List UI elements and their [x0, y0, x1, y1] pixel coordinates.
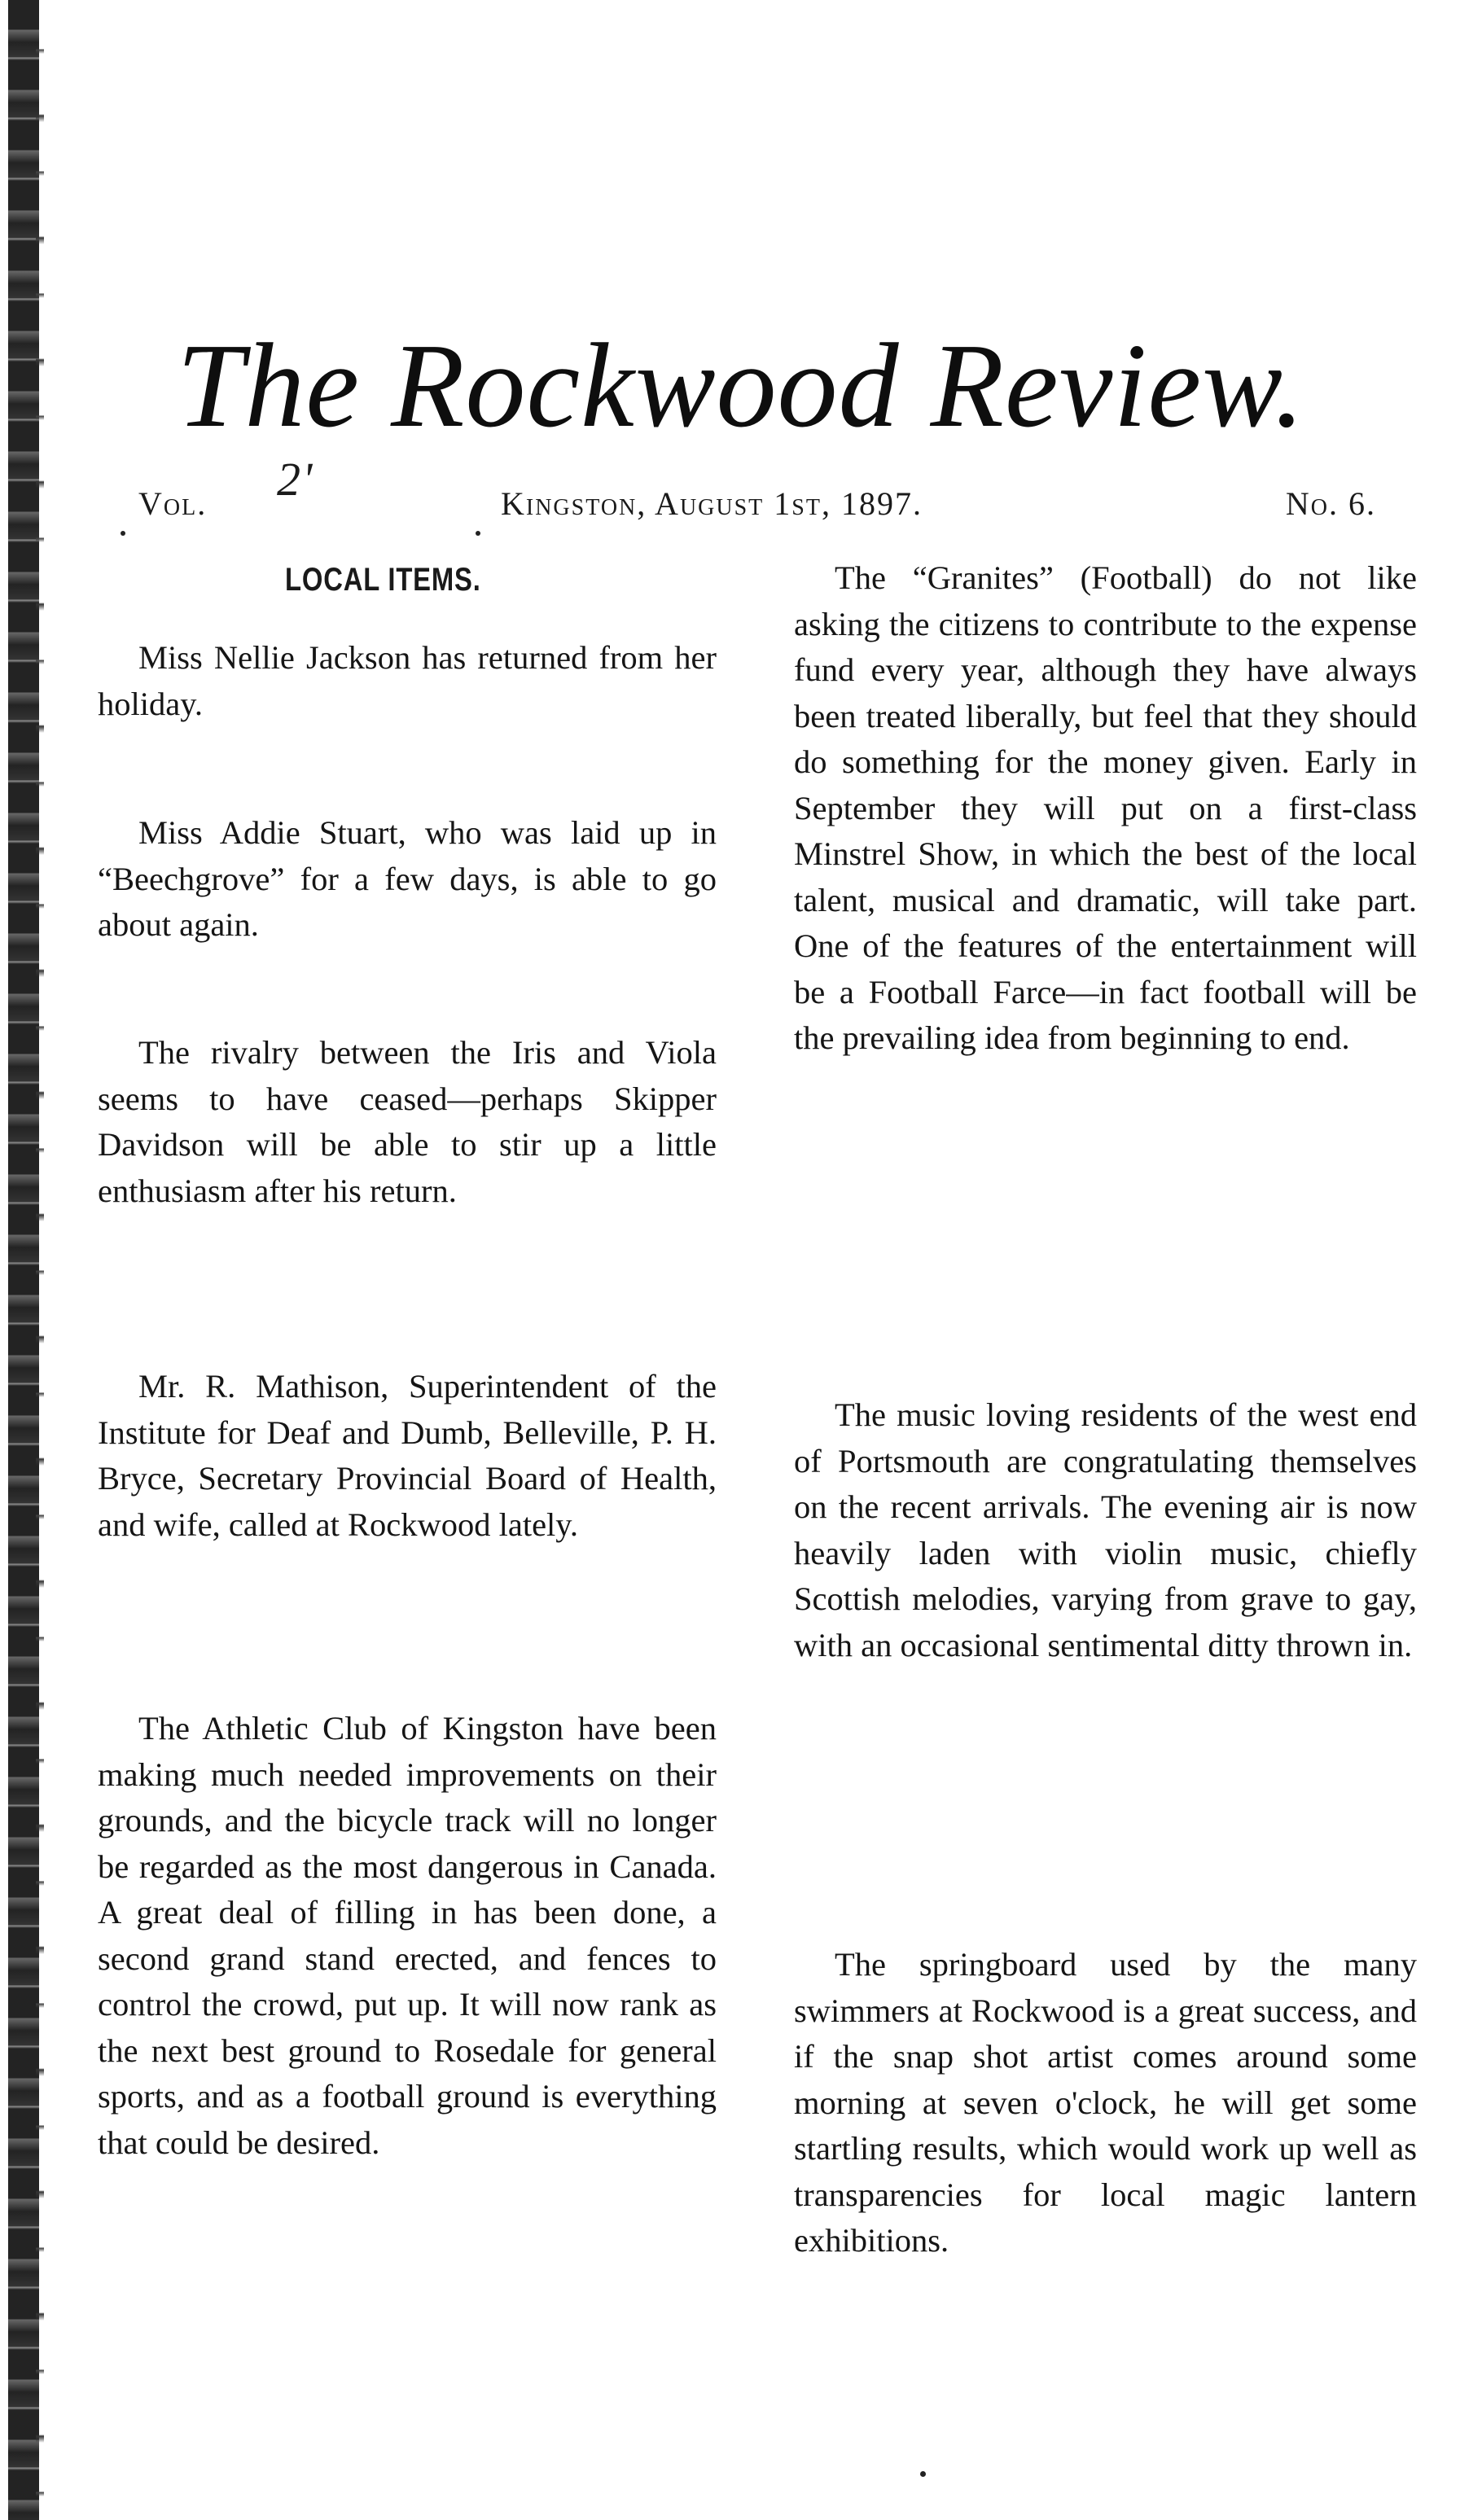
issue-number: No. 6.: [1285, 485, 1376, 522]
volume-label: Vol.: [138, 485, 208, 522]
news-item: [98, 1364, 717, 1548]
news-item-text: The rivalry between the Iris and Viola seems to have ceased—perhaps Skipper Davidson will be able to stir up a little enthusiasm after his return.: [98, 1034, 717, 1209]
place-date: Kingston, August 1st, 1897.: [501, 485, 923, 522]
news-item-text: The “Granites” (Football) do not like asking the citizens to contribute to the expense fund every year, although they have always been treated liberally, but feel that they should do something for the money given. Early in September they will put on a first-class Minstrel Show, in which the best of the local talent, musical and dramatic, will take part. One of the features of the entertainment will be a Football Farce—in fact football will be the prevailing idea from beginning to end.: [794, 559, 1417, 1056]
dateline: [106, 453, 1376, 525]
news-item-text: The Athletic Club of Kingston have been making much needed improvements on their grounds, and the bicycle track will no longer be regarded as the most dangerous in Canada. A great deal of filling in has been done, a second grand stand erected, and fences to control the crowd, put up. It will now rank as the next best ground to Rosedale for general sports, and as a football ground is everything that could be desired.: [98, 1710, 717, 2161]
print-speck: [121, 531, 125, 536]
news-item: [98, 1030, 717, 1214]
news-item: [98, 635, 717, 727]
section-heading: LOCAL ITEMS.: [285, 562, 481, 598]
news-item-text: Miss Addie Stuart, who was laid up in “Beechgrove” for a few days, is able to go about again.: [98, 814, 717, 943]
news-item-text: Mr. R. Mathison, Superintendent of the Institute for Deaf and Dumb, Belleville, P. H. Bryce, Secretary Provincial Board of Health, and wife, called at Rockwood lately.: [98, 1368, 717, 1543]
news-item-text: The springboard used by the many swimmers at Rockwood is a great success, and if the snap shot artist comes around some morning at seven o'clock, he will get some startling results, which would work up well as transparencies for local magic lantern exhibitions.: [794, 1946, 1417, 2259]
news-item: [98, 1706, 717, 2166]
news-item-text: Miss Nellie Jackson has returned from her holiday.: [98, 639, 717, 722]
news-item: [794, 555, 1417, 1062]
print-speck: [920, 2471, 926, 2477]
volume-handwritten-mark: 2ʹ: [277, 453, 314, 506]
news-item-text: The music loving residents of the west end of Portsmouth are congratulating themselves on the recent arrivals. The evening air is now heavily laden with violin music, chiefly Scottish melodies, varying from grave to gay, with an occasional sentimental ditty thrown in.: [794, 1396, 1417, 1663]
news-item: [794, 1392, 1417, 1668]
news-item: [794, 1942, 1417, 2264]
masthead-title: The Rockwood Review.: [177, 319, 1305, 453]
print-speck: [476, 531, 480, 536]
news-item: [98, 810, 717, 949]
